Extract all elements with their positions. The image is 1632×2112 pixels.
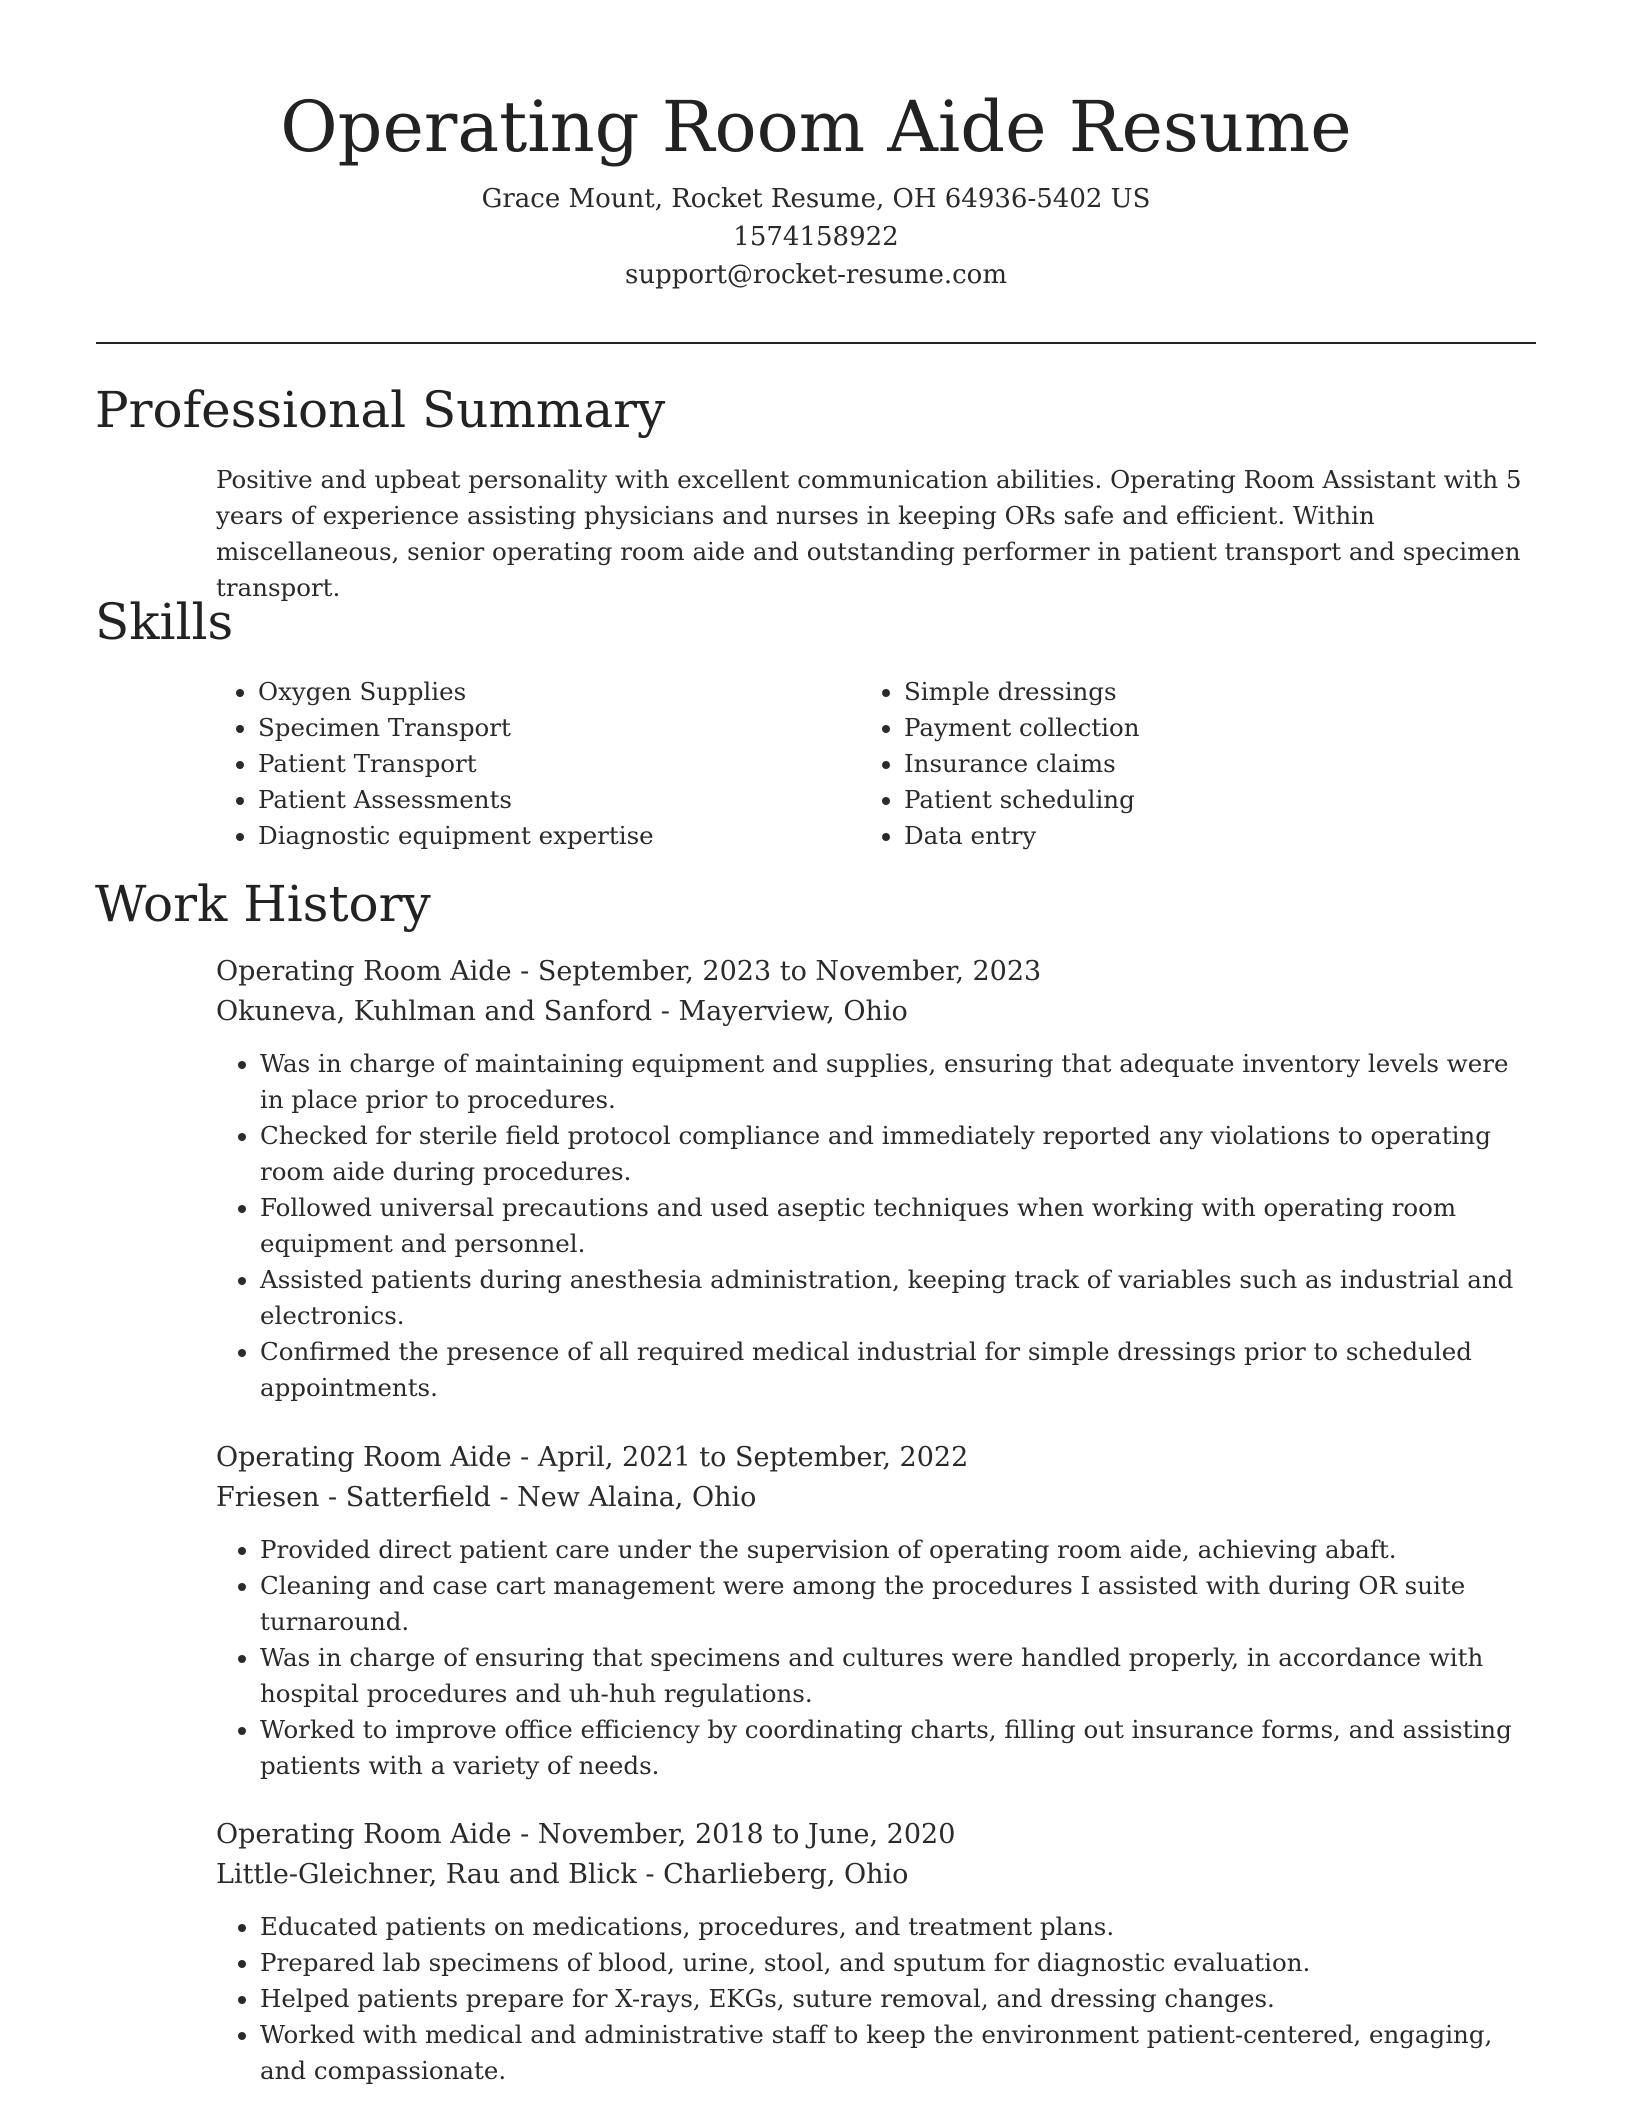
job-title: Operating Room Aide	[216, 1819, 512, 1850]
job-company: Friesen - Satterfield	[216, 1482, 491, 1513]
job-bullet: • Cleaning and case cart management were among the procedures I assisted with during OR suite turnaround.	[260, 1568, 1536, 1640]
job-bullet: • Worked to improve office efficiency by coordinating charts, filling out insurance forms, and assisting patients with a variety of needs.	[260, 1712, 1536, 1784]
skill-item: • Simple dressings	[904, 674, 1140, 710]
job-location: - Mayerview, Ohio	[652, 996, 908, 1027]
contact-address: Grace Mount, Rocket Resume, OH 64936-5402 US	[481, 184, 1151, 214]
resume-header	[0, 0, 1632, 294]
job-company: Little-Gleichner, Rau and Blick	[216, 1859, 637, 1890]
job-bullet: • Provided direct patient care under the supervision of operating room aide, achieving abaft.	[260, 1532, 1536, 1568]
contact-email: support@rocket-resume.com	[624, 260, 1007, 290]
skill-item: • Payment collection	[904, 710, 1140, 746]
header-divider	[96, 342, 1536, 344]
contact-block	[0, 180, 1632, 294]
job-company: Okuneva, Kuhlman and Sanford	[216, 996, 653, 1027]
job-bullets	[216, 1909, 1536, 2089]
job-bullet: • Was in charge of ensuring that specimens and cultures were handled properly, in accordance with hospital procedures and uh-huh regulations.	[260, 1640, 1536, 1712]
job-bullet: • Confirmed the presence of all required medical industrial for simple dressings prior to scheduled appointments.	[260, 1334, 1536, 1406]
job-bullets	[216, 1532, 1536, 1784]
job-bullet: • Assisted patients during anesthesia administration, keeping track of variables such as industrial and electronics.	[260, 1262, 1536, 1334]
job-title: Operating Room Aide	[216, 1442, 512, 1473]
skill-item: • Insurance claims	[904, 746, 1140, 782]
job-title: Operating Room Aide	[216, 956, 512, 987]
job-bullets	[216, 1046, 1536, 1406]
job-bullet: • Checked for sterile field protocol compliance and immediately reported any violations to operating room aide during procedures.	[260, 1118, 1536, 1190]
contact-phone: 1574158922	[733, 222, 899, 252]
work-history-heading: Work History	[95, 875, 431, 933]
job-title-line	[216, 952, 1536, 992]
job-bullet: • Prepared lab specimens of blood, urine, stool, and sputum for diagnostic evaluation.	[260, 1945, 1536, 1981]
job-dates: - April, 2021 to September, 2022	[511, 1442, 969, 1473]
job-company-line	[216, 1478, 1536, 1518]
skill-item: • Patient Assessments	[258, 782, 654, 818]
job-dates: - November, 2018 to June, 2020	[511, 1819, 956, 1850]
job-entry	[216, 1815, 1536, 2089]
skills-heading: Skills	[95, 593, 234, 651]
job-bullet: • Educated patients on medications, procedures, and treatment plans.	[260, 1909, 1536, 1945]
job-entry	[216, 952, 1536, 1406]
skill-item: • Oxygen Supplies	[258, 674, 654, 710]
skill-item: • Data entry	[904, 818, 1140, 854]
job-bullet: • Worked with medical and administrative staff to keep the environment patient-centered, engaging, and compassionate.	[260, 2017, 1536, 2089]
skills-list-left	[214, 674, 654, 854]
job-bullet: • Followed universal precautions and used aseptic techniques when working with operating room equipment and personnel.	[260, 1190, 1536, 1262]
job-dates: - September, 2023 to November, 2023	[511, 956, 1042, 987]
skill-item: • Diagnostic equipment expertise	[258, 818, 654, 854]
resume-title: Operating Room Aide Resume	[280, 86, 1352, 168]
job-company-line	[216, 992, 1536, 1032]
summary-text: Positive and upbeat personality with excellent communication abilities. Operating Room Assistant with 5 years of experience assisting physicians and nurses in keeping ORs safe and efficient. Within miscellaneous, senior operating room aide and outstanding performer in patient transport and specimen transport.	[216, 465, 1522, 602]
summary-heading: Professional Summary	[95, 381, 666, 439]
job-location: - New Alaina, Ohio	[490, 1482, 757, 1513]
job-location: - Charlieberg, Ohio	[636, 1859, 909, 1890]
job-bullet: • Helped patients prepare for X-rays, EKGs, suture removal, and dressing changes.	[260, 1981, 1536, 2017]
skill-item: • Specimen Transport	[258, 710, 654, 746]
skill-item: • Patient scheduling	[904, 782, 1140, 818]
skill-item: • Patient Transport	[258, 746, 654, 782]
job-entry	[216, 1438, 1536, 1784]
job-title-line	[216, 1438, 1536, 1478]
job-bullet: • Was in charge of maintaining equipment and supplies, ensuring that adequate inventory levels were in place prior to procedures.	[260, 1046, 1536, 1118]
job-title-line	[216, 1815, 1536, 1855]
job-company-line	[216, 1855, 1536, 1895]
skills-list-right	[860, 674, 1140, 854]
